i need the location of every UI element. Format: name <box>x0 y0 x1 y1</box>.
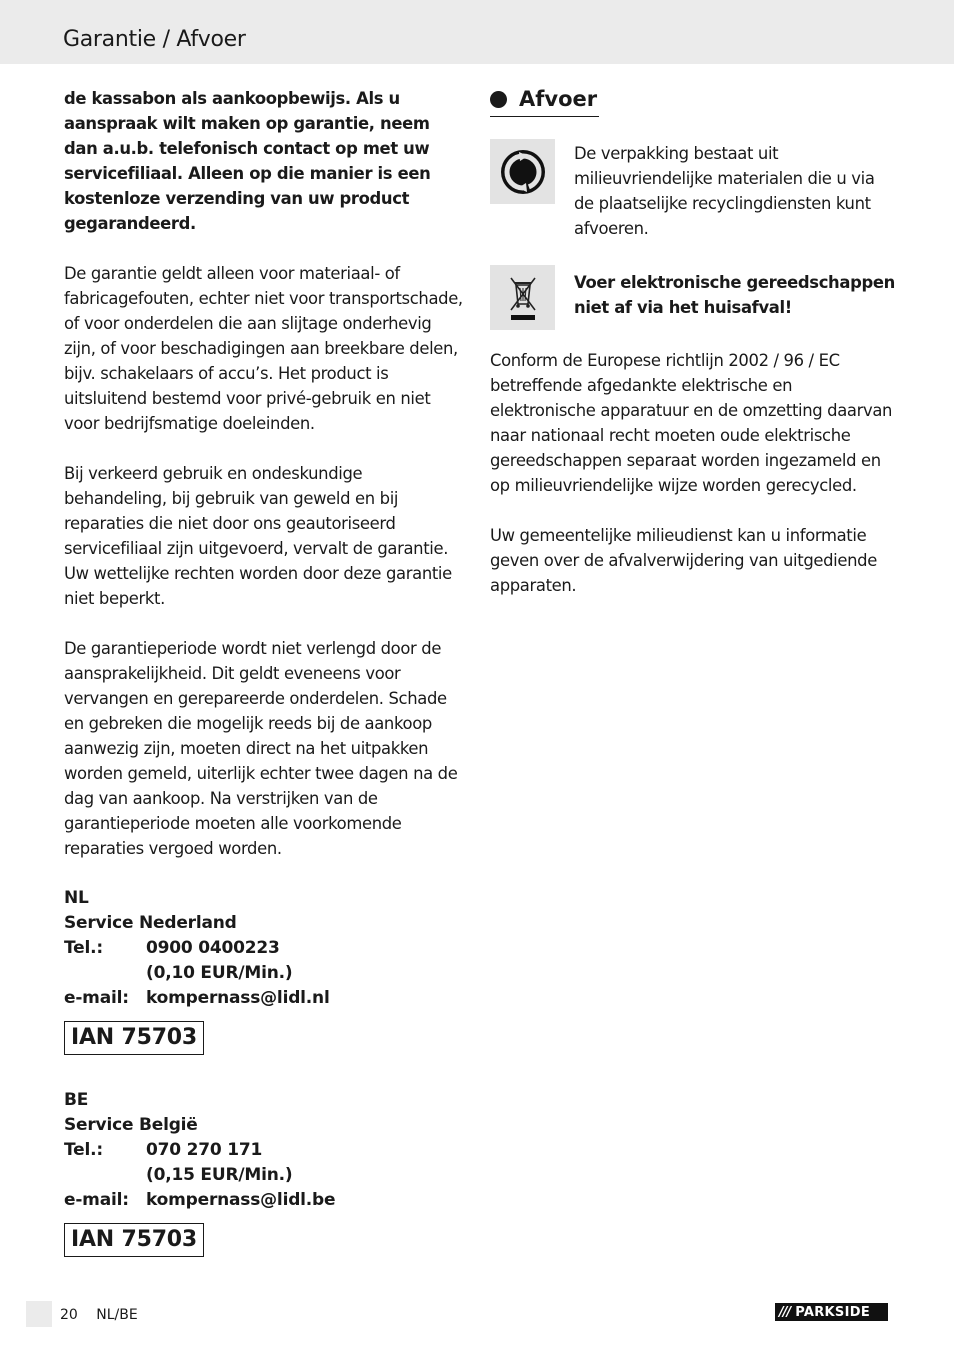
service-name: Service België <box>64 1115 198 1135</box>
footer-language: NL/BE <box>96 1307 138 1323</box>
disposal-paragraph-2: Uw gemeentelijke milieudienst kan u informatie geven over de afvalverwijdering van uitgediende apparaten. <box>490 526 877 595</box>
warranty-intro: de kassabon als aankoopbewijs. Als u aanspraak wilt maken op garantie, neem dan a.u.b. telefonisch contact op met uw servicefiliaal. Alleen op die manier is een kostenloze verzending van uw product gegarandeerd. <box>64 89 431 233</box>
service-country: NL <box>64 888 89 908</box>
tel-number[interactable]: 070 270 171 <box>146 1140 263 1160</box>
ian-box: IAN 75703 <box>64 1223 204 1257</box>
weee-row <box>490 265 895 330</box>
email-label: e-mail: <box>64 1190 129 1210</box>
tel-number[interactable]: 0900 0400223 <box>146 938 280 958</box>
tel-label: Tel.: <box>64 1140 103 1160</box>
page-number-tab <box>26 1301 52 1327</box>
tel-label: Tel.: <box>64 938 103 958</box>
right-column <box>490 86 895 598</box>
left-column <box>64 86 464 1257</box>
page-title: Garantie / Afvoer <box>63 27 246 52</box>
tel-rate: (0,15 EUR/Min.) <box>146 1165 293 1185</box>
parkside-logo <box>775 1303 888 1321</box>
section-title: Afvoer <box>519 87 598 111</box>
weee-warning: Voer elektronische gereedschappen niet af via het huisafval! <box>574 273 895 317</box>
email-address[interactable]: kompernass@lidl.be <box>146 1190 336 1210</box>
warranty-paragraph-1: De garantie geldt alleen voor materiaal- of fabricagefouten, echter niet voor transportschade, of voor onderdelen die aan slijtage onderhevig zijn, of voor beschadigingen aan breekbare delen, bijv. schakelaars of accu’s. Het product is uitsluitend bestemd voor privé-gebruik en niet voor bedrijfsmatige doeleinden. <box>64 264 463 433</box>
bullet-icon <box>490 91 507 108</box>
packaging-text: De verpakking bestaat uit milieuvriendelijke materialen die u via de plaatselijke recyclingdiensten kunt afvoeren. <box>574 144 875 238</box>
packaging-row <box>490 139 895 241</box>
page-number: 20 <box>60 1307 78 1323</box>
page-header <box>0 0 954 64</box>
service-block-be <box>64 1088 464 1257</box>
email-address[interactable]: kompernass@lidl.nl <box>146 988 330 1008</box>
email-label: e-mail: <box>64 988 129 1008</box>
section-heading <box>490 86 599 117</box>
crossed-out-bin-icon <box>490 265 555 330</box>
service-name: Service Nederland <box>64 913 237 933</box>
tel-rate: (0,10 EUR/Min.) <box>146 963 293 983</box>
logo-slashes-icon: /// <box>779 1304 791 1320</box>
warranty-paragraph-3: De garantieperiode wordt niet verlengd door de aansprakelijkheid. Dit geldt eveneens voor vervangen en gerepareerde onderdelen. Schade en gebreken die mogelijk reeds bij de aankoop aanwezig zijn, moeten direct na het uitpakken worden gemeld, uiterlijk echter twee dagen na de dag van aankoop. Na verstrijken van de garantieperiode moeten alle voorkomende reparaties vergoed worden. <box>64 639 458 858</box>
service-block-nl <box>64 886 464 1055</box>
service-country: BE <box>64 1090 89 1110</box>
warranty-paragraph-2: Bij verkeerd gebruik en ondeskundige behandeling, bij gebruik van geweld en bij reparaties die niet door ons geautoriseerd servicefiliaal zijn uitgevoerd, vervalt de garantie. Uw wettelijke rechten worden door deze garantie niet beperkt. <box>64 464 452 608</box>
green-dot-recycling-icon <box>490 139 555 204</box>
ian-box: IAN 75703 <box>64 1021 204 1055</box>
footer-info <box>60 1305 138 1325</box>
disposal-paragraph-1: Conform de Europese richtlijn 2002 / 96 / EC betreffende afgedankte elektrische en elektronische apparatuur en de omzetting daarvan naar nationaal recht moeten oude elektrische gereedschappen separaat worden ingezameld en op milieuvriendelijke wijze worden gerecycled. <box>490 351 893 495</box>
brand-name: PARKSIDE <box>795 1304 871 1320</box>
